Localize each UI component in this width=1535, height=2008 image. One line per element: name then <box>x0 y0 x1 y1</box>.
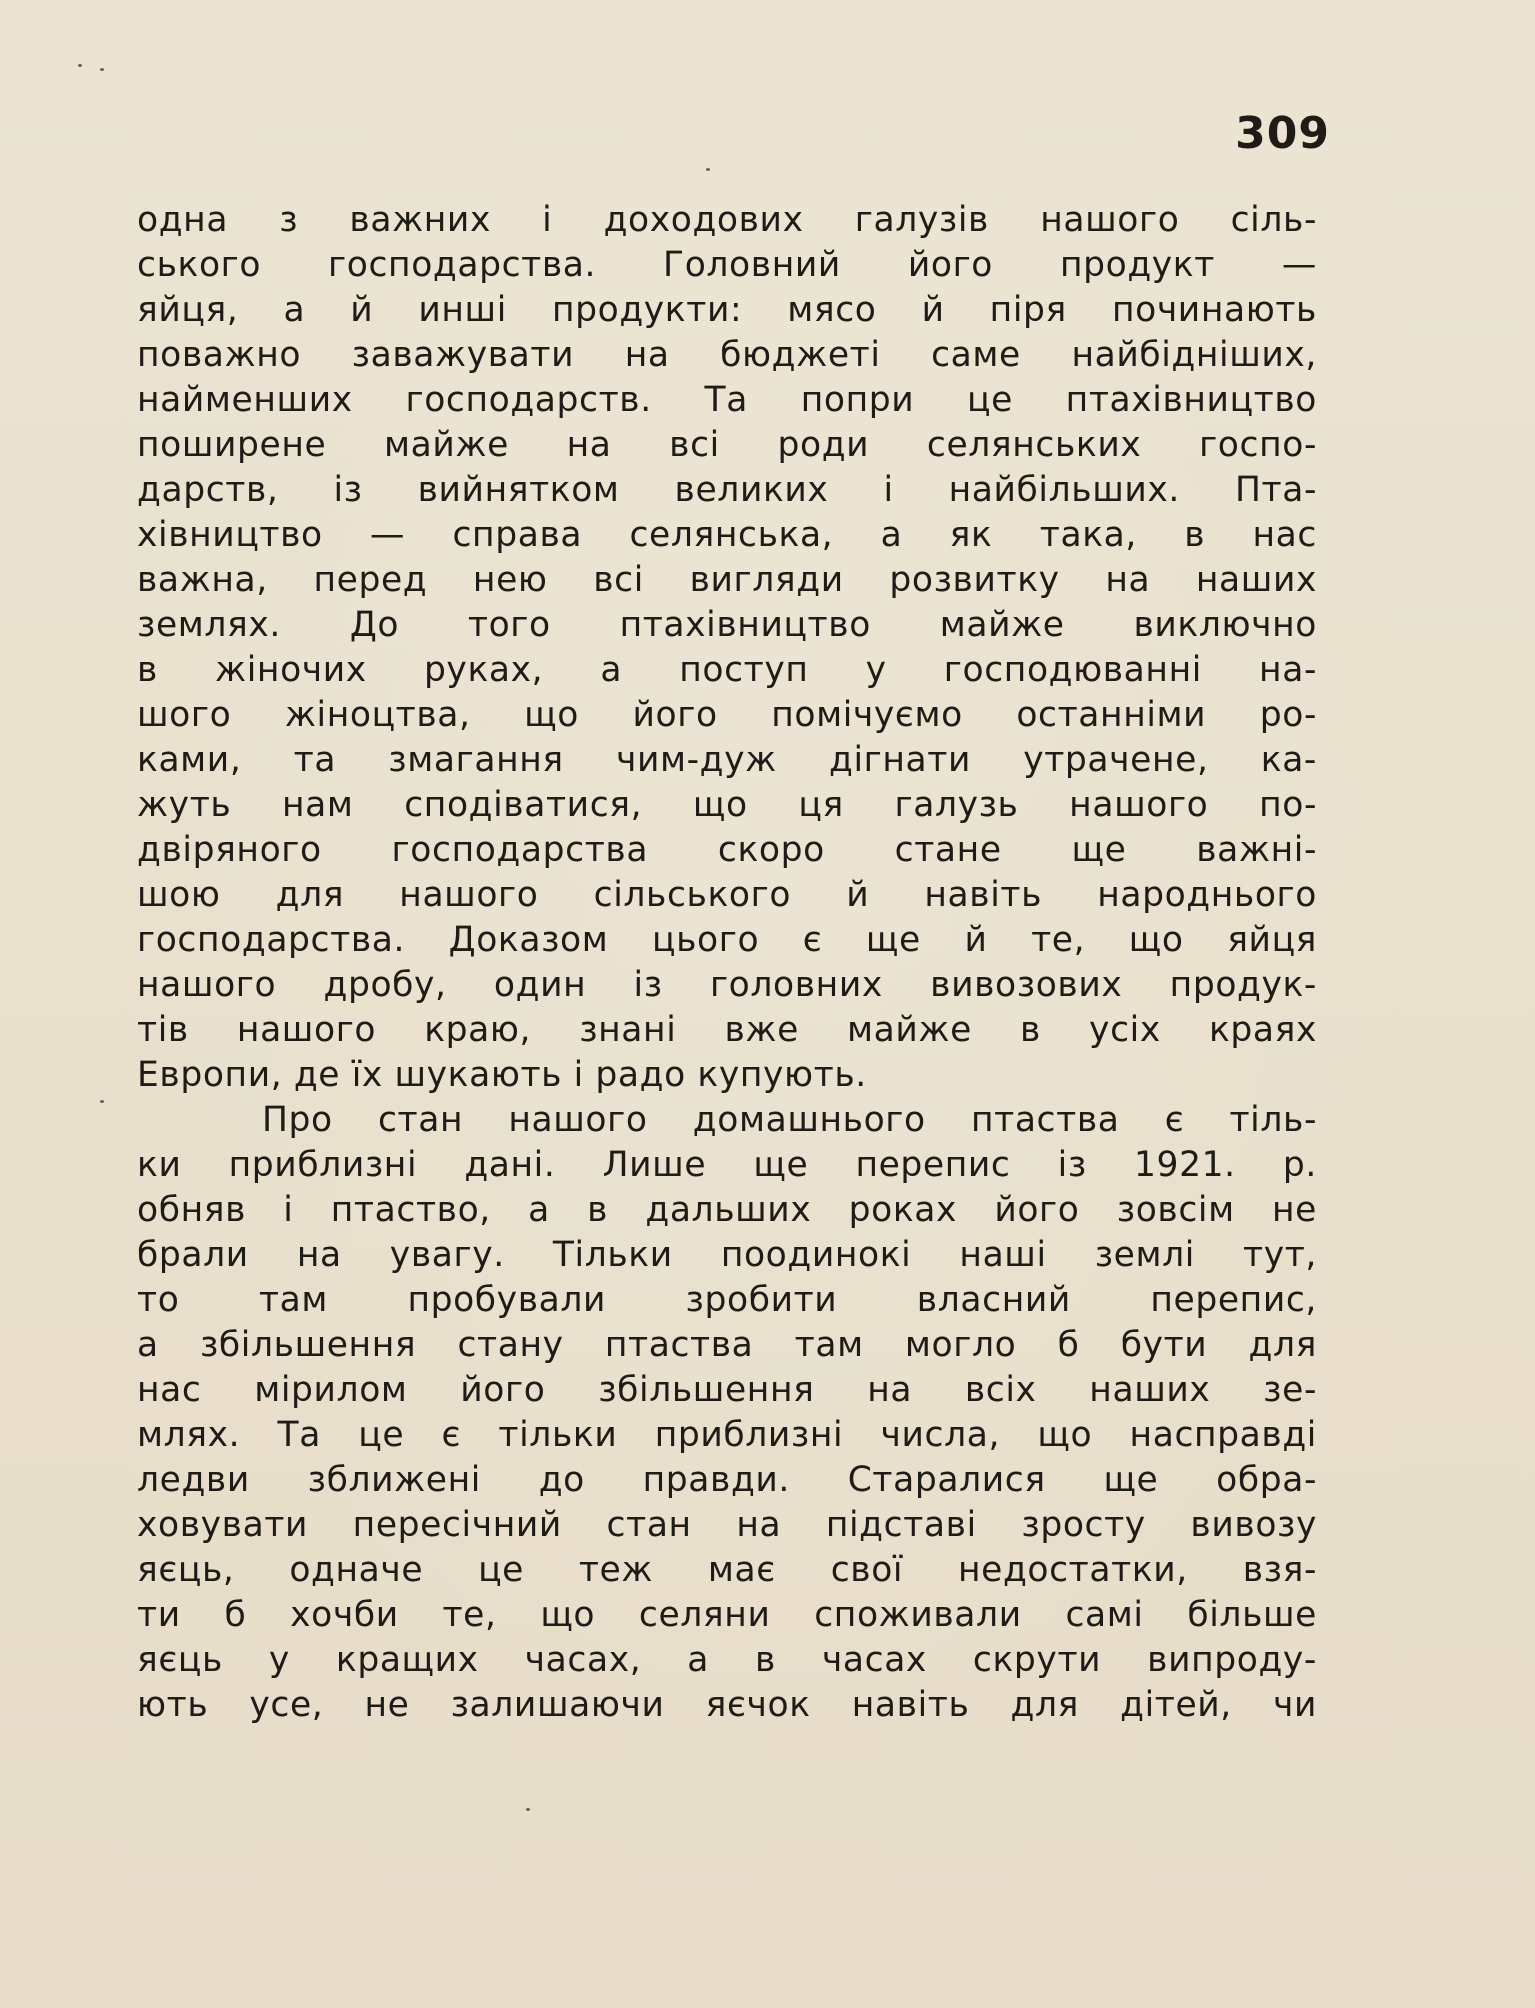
text-line: господарства. Доказом цього є ще й те, що яйця <box>137 920 1317 960</box>
text-line: ки приблизні дані. Лише ще перепис із 1921. р. <box>137 1145 1317 1185</box>
text-line: яєць, одначе це теж має свої недостатки, взя- <box>137 1550 1317 1590</box>
text-line: ками, та змагання чим-дуж дігнати утрачене, ка- <box>137 740 1317 780</box>
paragraph-1 <box>137 198 1317 1098</box>
text-line: то там пробували зробити власний перепис, <box>137 1280 1317 1320</box>
paper-speck <box>100 1100 104 1103</box>
text-line: ти б хочби те, що селяни споживали самі більше <box>137 1595 1317 1635</box>
text-line: двіряного господарства скоро стане ще важні- <box>137 830 1317 870</box>
text-line: нашого дробу, один із головних вивозових продук- <box>137 965 1317 1005</box>
text-line: важна, перед нею всі вигляди розвитку на наших <box>137 560 1317 600</box>
text-line: шого жіноцтва, що його помічуємо останніми ро- <box>137 695 1317 735</box>
text-line: брали на увагу. Тільки поодинокі наші землі тут, <box>137 1235 1317 1275</box>
text-line: одна з важних і доходових галузів нашого сіль- <box>137 200 1317 240</box>
text-line: поширене майже на всі роди селянських госпо- <box>137 425 1317 465</box>
text-line: яйця, а й инші продукти: мясо й піря починають <box>137 290 1317 330</box>
text-line: хівництво — справа селянська, а як така, в нас <box>137 515 1317 555</box>
text-line: ють усе, не залишаючи яєчок навіть для дітей, чи <box>137 1685 1317 1725</box>
text-line: поважно заважувати на бюджеті саме найбідніших, <box>137 335 1317 375</box>
text-line: нас мірилом його збільшення на всіх наших зе- <box>137 1370 1317 1410</box>
text-line: ського господарства. Головний його продукт — <box>137 245 1317 285</box>
text-line: Европи, де їх шукають і радо купують. <box>137 1055 867 1095</box>
text-line: жуть нам сподіватися, що ця галузь нашого по- <box>137 785 1317 825</box>
text-line: в жіночих руках, а поступ у господюванні на- <box>137 650 1317 690</box>
text-line: а збільшення стану птаства там могло б бути для <box>137 1325 1317 1365</box>
paper-speck <box>706 168 710 171</box>
text-line: Про стан нашого домашнього птаства є тіль- <box>262 1100 1317 1140</box>
text-line: найменших господарств. Та попри це птахівництво <box>137 380 1317 420</box>
text-line: ховувати пересічний стан на підставі зросту вивозу <box>137 1505 1317 1545</box>
page-number: 309 <box>1235 108 1330 159</box>
paragraph-2 <box>137 1098 1317 1728</box>
body-text <box>137 198 1317 1728</box>
text-line: тів нашого краю, знані вже майже в усіх краях <box>137 1010 1317 1050</box>
text-line: дарств, із вийнятком великих і найбільших. Пта- <box>137 470 1317 510</box>
text-line: яєць у кращих часах, а в часах скрути випроду- <box>137 1640 1317 1680</box>
paper-speck <box>526 1808 530 1811</box>
text-line: шою для нашого сільського й навіть народнього <box>137 875 1317 915</box>
text-line: обняв і птаство, а в дальших роках його зовсім не <box>137 1190 1317 1230</box>
text-line: ледви зближені до правди. Старалися ще обра- <box>137 1460 1317 1500</box>
text-line: землях. До того птахівництво майже виключно <box>137 605 1317 645</box>
paper-speck <box>100 68 104 71</box>
text-line: млях. Та це є тільки приблизні числа, що насправді <box>137 1415 1317 1455</box>
paper-speck <box>78 64 82 67</box>
